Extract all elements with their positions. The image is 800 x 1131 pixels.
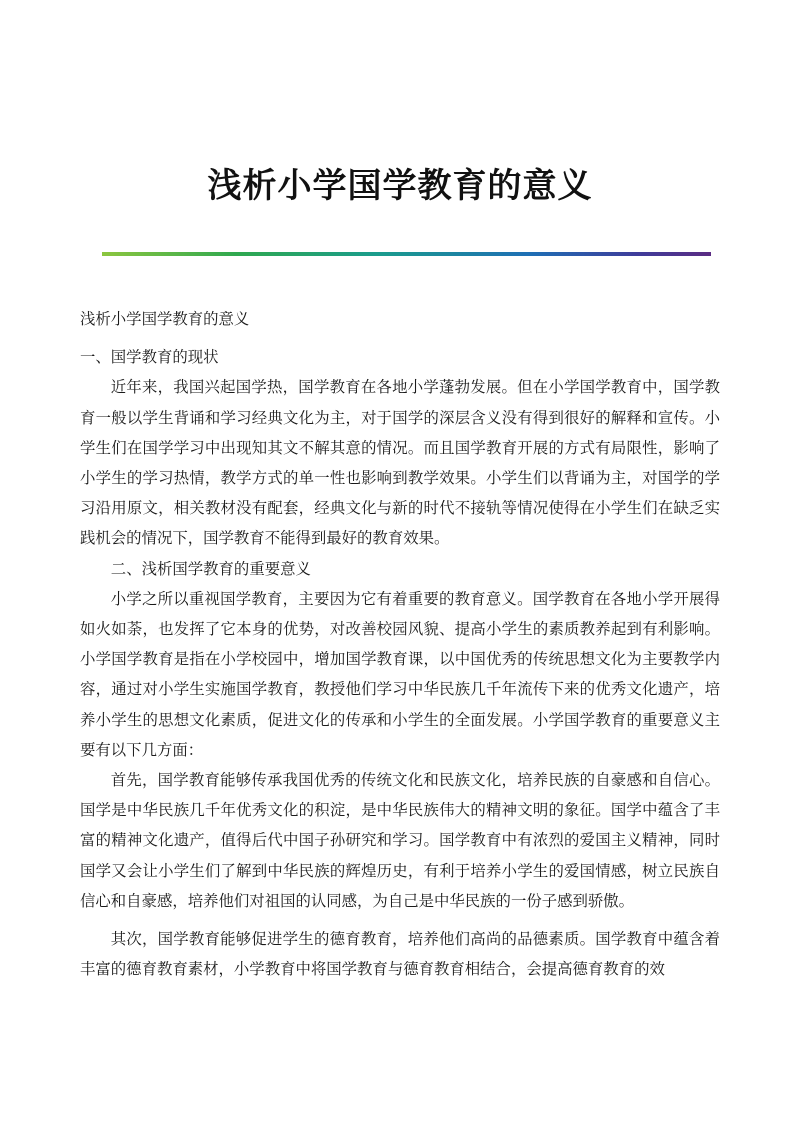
section-1-heading: 一、国学教育的现状 <box>80 348 219 367</box>
section-2-paragraph-2: 首先，国学教育能够传承我国优秀的传统文化和民族文化，培养民族的自豪感和自信心。国学是中华民族几千年优秀文化的积淀，是中华民族伟大的精神文明的象征。国学中蕴含了丰富的精神文化遗产，值得后代中国子孙研究和学习。国学教育中有浓烈的爱国主义精神，同时国学又会让小学生们了解到中华民族的辉煌历史，有利于培养小学生的爱国情感，树立民族自信心和自豪感，培养他们对祖国的认同感，为自己是中华民族的一份子感到骄傲。 <box>80 771 720 910</box>
section-2-paragraph-3: 其次，国学教育能够促进学生的德育教育，培养他们高尚的品德素质。国学教育中蕴含着丰富的德育教育素材，小学教育中将国学教育与德育教育相结合，会提高德育教育的效 <box>80 930 720 979</box>
section-1-paragraph-1: 近年来，我国兴起国学热，国学教育在各地小学蓬勃发展。但在小学国学教育中，国学教育一般以学生背诵和学习经典文化为主，对于国学的深层含义没有得到很好的解释和宣传。小学生们在国学学习中出现知其文不解其意的情况。而且国学教育开展的方式有局限性，影响了小学生的学习热情，教学方式的单一性也影响到教学效果。小学生们以背诵为主，对国学的学习沿用原文，相关教材没有配套，经典文化与新的时代不接轨等情况使得在小学生们在缺乏实践机会的情况下，国学教育不能得到最好的教育效果。 <box>80 378 720 548</box>
document-subtitle: 浅析小学国学教育的意义 <box>80 310 250 328</box>
section-2-heading: 二、浅析国学教育的重要意义 <box>110 559 311 578</box>
document-title: 浅析小学国学教育的意义 <box>207 166 593 206</box>
section-2-paragraph-1: 小学之所以重视国学教育，主要因为它有着重要的教育意义。国学教育在各地小学开展得如火如荼，也发挥了它本身的优势，对改善校园风貌、提高小学生的素质教养起到有利影响。小学国学教育是指在小学校园中，增加国学教育课，以中国优秀的传统思想文化为主要教学内容，通过对小学生实施国学教育，教授他们学习中华民族几千年流传下来的优秀文化遗产，培养小学生的思想文化素质，促进文化的传承和小学生的全面发展。小学国学教育的重要意义主要有以下几方面： <box>80 589 720 759</box>
title-divider <box>102 252 711 256</box>
document-body <box>80 304 720 984</box>
